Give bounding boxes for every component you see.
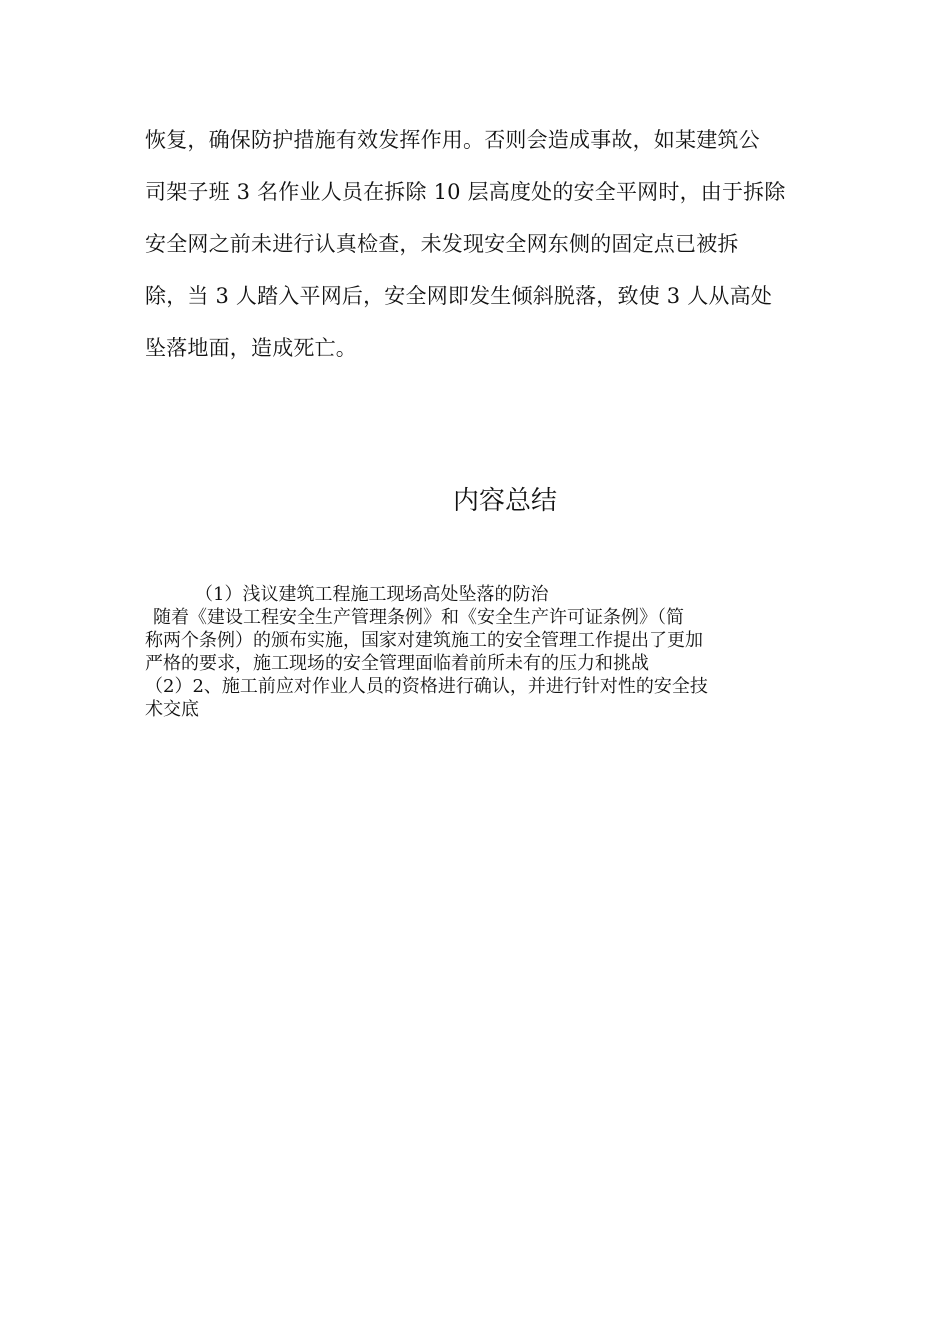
summary-line: 称两个条例）的颁布实施，国家对建筑施工的安全管理工作提出了更加	[145, 630, 703, 651]
summary-block	[145, 583, 805, 721]
body-line: 司架子班 3 名作业人员在拆除 10 层高度处的安全平网时，由于拆除	[145, 180, 786, 204]
body-line: 恢复，确保防护措施有效发挥作用。否则会造成事故，如某建筑公	[145, 128, 760, 152]
summary-heading: 内容总结	[452, 486, 557, 516]
summary-line: （1）浅议建筑工程施工现场高处坠落的防治	[195, 584, 549, 605]
body-line: 安全网之前未进行认真检查，未发现安全网东侧的固定点已被拆	[145, 232, 739, 256]
summary-line: 随着《建设工程安全生产管理条例》和《安全生产许可证条例》（简	[153, 607, 684, 628]
summary-line: 严格的要求，施工现场的安全管理面临着前所未有的压力和挑战	[145, 653, 649, 674]
body-line: 除，当 3 人踏入平网后，安全网即发生倾斜脱落，致使 3 人从高处	[145, 284, 773, 308]
summary-line: （2）2、施工前应对作业人员的资格进行确认，并进行针对性的安全技	[145, 676, 708, 697]
body-line: 坠落地面，造成死亡。	[145, 336, 357, 360]
summary-line: 术交底	[145, 699, 199, 720]
body-paragraph	[145, 114, 815, 374]
